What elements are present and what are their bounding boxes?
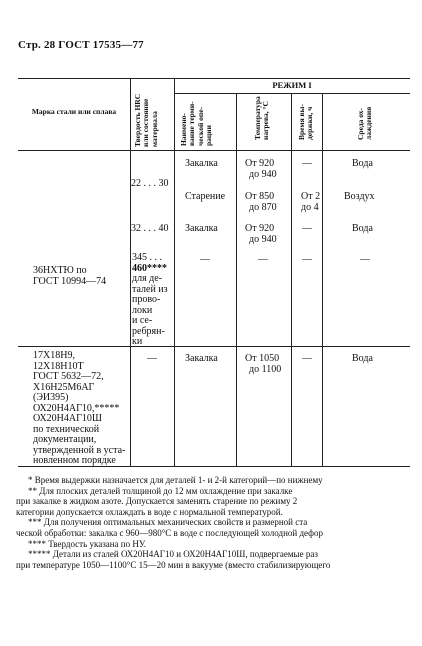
footnote: ческой обработки: закалка с 960—980°С в воде с последующей холодной дефор	[16, 527, 323, 538]
row4-operation: —	[200, 254, 210, 265]
header-grade: Марка стали или сплава	[31, 107, 117, 116]
row3-cooling: Вода	[352, 223, 373, 234]
group2-temp: От 1050 до 1100	[245, 353, 282, 375]
group2-time: —	[302, 353, 312, 364]
footnote: *** Для получения оптимальных механических свойств и размерной ста	[28, 517, 308, 528]
row3-time: —	[302, 223, 312, 234]
group2-hardness: —	[147, 353, 157, 364]
row4-temp: —	[258, 254, 268, 265]
row3-operation: Закалка	[185, 223, 218, 234]
header-operation: Наимено- вание терми- ческой опе- рации	[179, 101, 213, 146]
footnote: ** Для плоских деталей толщиной до 12 мм охлаждение при закалке	[28, 485, 293, 496]
footnote: **** Твердость указана по НУ.	[28, 538, 147, 549]
row1-operation: Закалка	[185, 158, 218, 169]
grade-group2: 17Х18Н9, 12Х18Н10Т ГОСТ 5632—72, Х16Н25М6АГ (ЭИ395) ОХ20Н4АГ10,***** ОХ20Н4АГ10Ш по технической документации, утвержденной в уста- новленном порядке	[33, 350, 126, 466]
footnote: * Время выдержки назначается для деталей 1- и 2-й категорий—по нижнему	[28, 475, 323, 485]
row1-cooling: Вода	[352, 158, 373, 169]
grade-36nhtyu: 36НХТЮ по ГОСТ 10994—74	[33, 265, 107, 287]
row4-time: —	[302, 254, 312, 265]
row2-cooling: Воздух	[344, 191, 375, 202]
footnotes	[16, 475, 410, 570]
page-header: Стр. 28 ГОСТ 17535—77	[18, 39, 144, 51]
group2-cooling: Вода	[352, 353, 373, 364]
row2-operation: Старение	[185, 191, 226, 202]
row1-hardness: 22 . . . 30	[131, 178, 169, 189]
footnote: при закалке в жидком азоте. Допускается заменять старение по режиму 2	[16, 496, 298, 507]
header-hardness: Твердость HRC или состояние материала	[133, 93, 159, 147]
row3-hardness: 32 . . . 40	[131, 223, 169, 234]
footnote: при температуре 1050—1100°С 15—20 мин в вакууме (вместо стабилизирующего	[16, 559, 331, 570]
footnote: ***** Детали из сталей ОХ20Н4АГ10 и ОХ20Н4АГ10Ш, подвергаемые раз	[28, 549, 318, 560]
row1-temp: От 920 до 940	[245, 158, 277, 180]
row1-time: —	[302, 158, 312, 169]
header-temperature: Температура нагрева, °С	[253, 96, 271, 140]
row4-hardness: 345 . . . 460**** для де- талей из прово- локи и се- ребрян- ки	[132, 252, 168, 347]
row2-time: От 2 до 4	[301, 191, 321, 213]
row2-temp: От 850 до 870	[245, 191, 277, 213]
row3-temp: От 920 до 940	[245, 223, 277, 245]
footnote: категории допускается охлаждать в воде с нормальной температурой.	[16, 506, 283, 517]
header-cooling: Среда ох- лаждения	[356, 106, 374, 140]
header-mode: РЕЖИМ I	[272, 80, 312, 90]
group2-operation: Закалка	[185, 353, 218, 364]
row4-cooling: —	[360, 254, 370, 265]
header-hold-time: Время вы- держки, ч	[297, 104, 315, 140]
